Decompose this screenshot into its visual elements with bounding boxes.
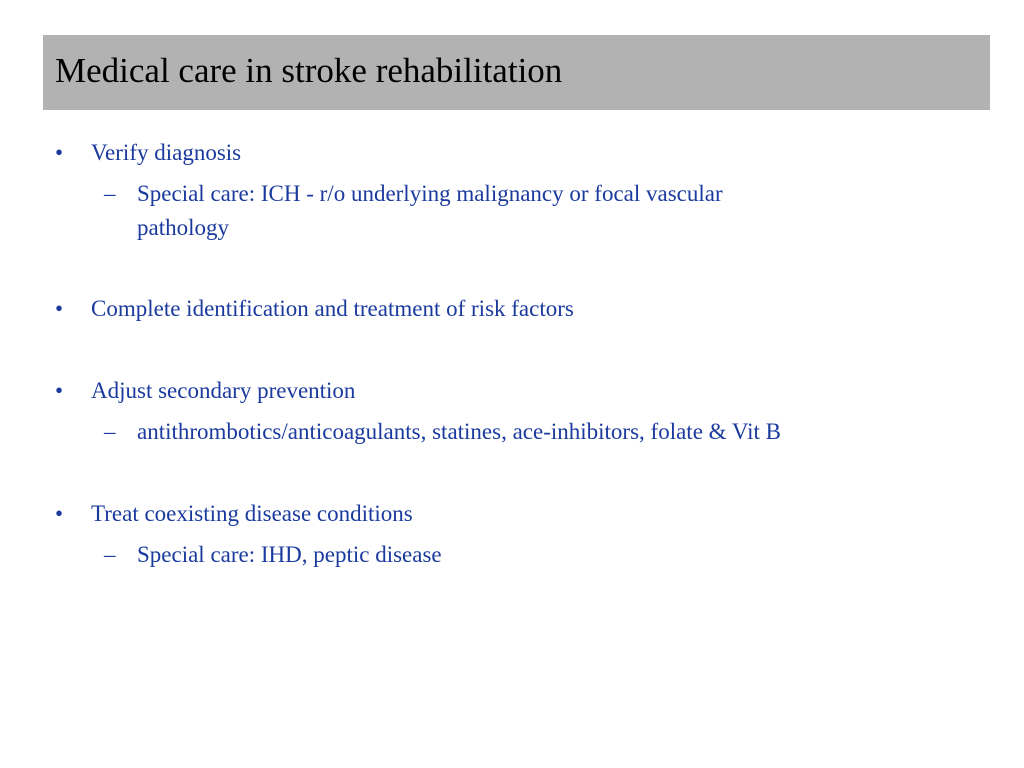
sub-bullet-marker: – bbox=[104, 542, 116, 567]
bullet-item-coexisting-disease: Treat coexisting disease conditions bbox=[91, 501, 413, 526]
bullet-marker: • bbox=[55, 140, 64, 165]
sub-bullet-special-care-ich-continued: pathology bbox=[137, 215, 229, 240]
bullet-item-secondary-prevention: Adjust secondary prevention bbox=[91, 378, 356, 403]
sub-bullet-special-care-ich: Special care: ICH - r/o underlying malignancy or focal vascular bbox=[137, 181, 723, 206]
slide-title: Medical care in stroke rehabilitation bbox=[55, 51, 563, 90]
bullet-item-verify-diagnosis: Verify diagnosis bbox=[91, 140, 242, 165]
bullet-marker: • bbox=[55, 296, 64, 321]
sub-bullet-marker: – bbox=[104, 181, 116, 206]
bullet-marker: • bbox=[55, 501, 64, 526]
sub-bullet-antithrombotics: antithrombotics/anticoagulants, statines, ace-inhibitors, folate & Vit B bbox=[137, 419, 781, 444]
bullet-item-risk-factors: Complete identification and treatment of risk factors bbox=[91, 296, 574, 321]
sub-bullet-marker: – bbox=[104, 419, 116, 444]
bullet-marker: • bbox=[55, 378, 64, 403]
sub-bullet-ihd-peptic: Special care: IHD, peptic disease bbox=[137, 542, 442, 567]
